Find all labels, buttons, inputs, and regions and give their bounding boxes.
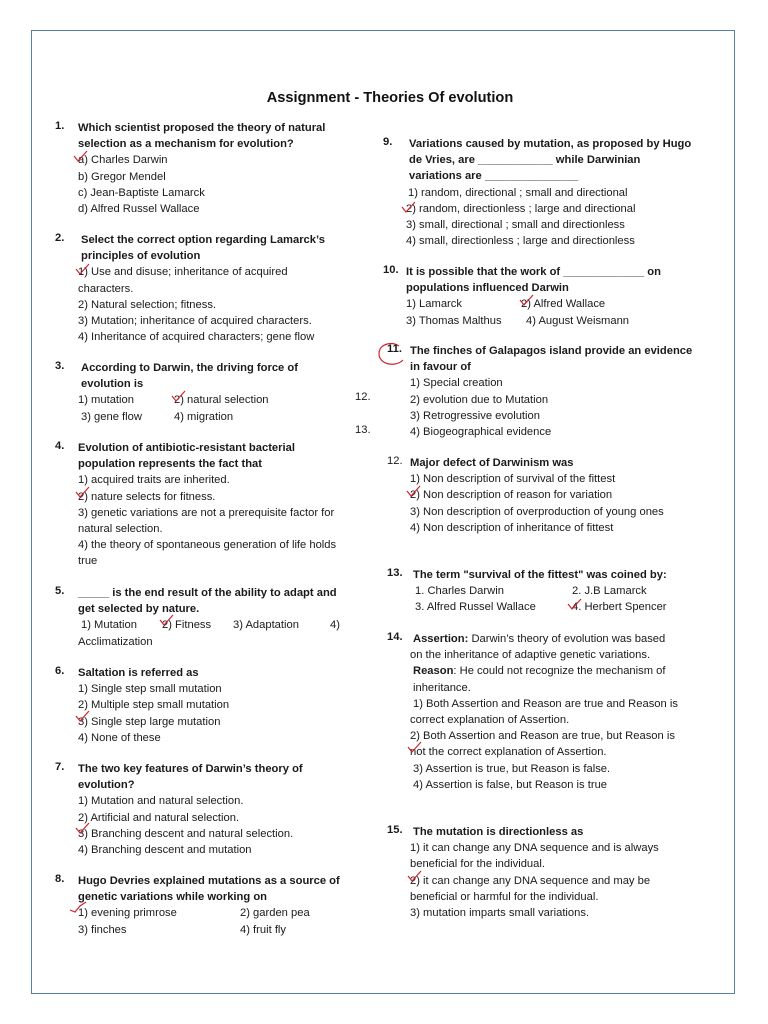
q11-option-1[interactable]: 1) Special creation	[410, 377, 503, 390]
q7-stem: The two key features of Darwin’s theory of evolution?	[78, 763, 303, 792]
q1-option-a[interactable]: a) Charles Darwin	[78, 154, 168, 167]
q11-option-2[interactable]: 2) evolution due to Mutation	[410, 393, 549, 406]
q6-stem: Saltation is referred as	[78, 667, 199, 679]
q5-number: 5.	[55, 585, 65, 597]
q8-number: 8.	[55, 873, 65, 885]
q5-stem: _____ is the end result of the ability to adapt and get selected by nature.	[78, 587, 337, 616]
q4-number: 4.	[55, 440, 65, 452]
q5-option-2[interactable]: 2) Fitness	[162, 619, 212, 632]
q1-option-b[interactable]: b) Gregor Mendel	[78, 170, 166, 183]
q5-option-1[interactable]: 1) Mutation	[81, 619, 137, 632]
q15-option-3[interactable]: 3) mutation imparts small variations.	[410, 907, 590, 920]
q11-stem: The finches of Galapagos island provide an evidence in favour of	[410, 345, 693, 374]
q9-option-2[interactable]: 2) random, directionless ; large and directional	[406, 202, 636, 215]
q13-option-3[interactable]: 3. Alfred Russel Wallace	[415, 601, 536, 614]
q10-option-2[interactable]: 2) Alfred Wallace	[521, 298, 606, 311]
q8-option-2[interactable]: 2) garden pea	[240, 907, 310, 920]
question-4	[78, 440, 340, 570]
q15-stem: The mutation is directionless as	[413, 826, 584, 838]
q14-reason	[410, 663, 680, 695]
q6-option-1[interactable]: 1) Single step small mutation	[78, 683, 222, 696]
q5-option-4-text[interactable]: Acclimatization	[78, 635, 153, 648]
question-15	[410, 824, 680, 921]
question-3	[78, 360, 340, 425]
q5-option-4-number[interactable]: 4)	[330, 619, 340, 632]
question-7	[78, 761, 340, 858]
question-2	[78, 232, 340, 345]
q14-assertion	[410, 631, 680, 663]
q7-option-3[interactable]: 3) Branching descent and natural selection.	[78, 827, 294, 840]
q9-stem: Variations caused by mutation, as proposed by Hugo de Vries, are ____________ while Darwinian variations are _______________	[409, 138, 692, 183]
q2-option-1[interactable]: 1) Use and disuse; inheritance of acquired characters.	[78, 266, 288, 295]
q12-option-3[interactable]: 3) Non description of overproduction of young ones	[410, 505, 664, 518]
q3-number: 3.	[55, 360, 65, 372]
q7-option-2[interactable]: 2) Artificial and natural selection.	[78, 811, 240, 824]
question-13	[410, 567, 700, 616]
q3-stem: According to Darwin, the driving force of evolution is	[81, 362, 298, 391]
q6-option-2[interactable]: 2) Multiple step small mutation	[78, 699, 230, 712]
q14-option-2[interactable]: 2) Both Assertion and Reason are true, but Reason is not the correct explanation of Assertion.	[410, 730, 675, 759]
q3-option-2[interactable]: 2) natural selection	[174, 394, 269, 407]
q15-number: 15.	[387, 824, 403, 836]
q12-number: 12.	[387, 455, 403, 467]
q8-option-4[interactable]: 4) fruit fly	[240, 923, 287, 936]
q14-assertion-label: Assertion:	[413, 633, 469, 645]
stray-number-12: 12.	[355, 391, 371, 403]
q11-option-4[interactable]: 4) Biogeographical evidence	[410, 426, 552, 439]
q15-option-1[interactable]: 1) it can change any DNA sequence and is always beneficial for the individual.	[410, 842, 659, 871]
q11-option-3[interactable]: 3) Retrogressive evolution	[410, 409, 540, 422]
q8-option-3[interactable]: 3) finches	[78, 923, 127, 936]
q9-option-4[interactable]: 4) small, directionless ; large and directionless	[406, 235, 635, 248]
q10-option-3[interactable]: 3) Thomas Malthus	[406, 314, 502, 327]
page-title: Assignment - Theories Of evolution	[266, 90, 514, 106]
q13-stem: The term "survival of the fittest" was coined by:	[413, 569, 667, 581]
question-11	[410, 343, 696, 440]
q7-option-4[interactable]: 4) Branching descent and mutation	[78, 844, 252, 857]
q6-number: 6.	[55, 665, 65, 677]
q10-number: 10.	[383, 264, 399, 276]
question-10	[406, 264, 696, 329]
q2-number: 2.	[55, 232, 65, 244]
q2-option-3[interactable]: 3) Mutation; inheritance of acquired characters.	[78, 315, 312, 328]
q8-stem: Hugo Devries explained mutations as a source of genetic variations while working on	[78, 875, 340, 904]
q13-option-2[interactable]: 2. J.B Lamarck	[572, 585, 647, 598]
question-14	[410, 631, 680, 793]
question-5	[78, 585, 346, 650]
q3-option-3[interactable]: 3) gene flow	[81, 410, 142, 423]
question-12	[410, 455, 696, 536]
q7-number: 7.	[55, 761, 65, 773]
q12-stem: Major defect of Darwinism was	[410, 457, 574, 469]
question-8	[78, 873, 346, 938]
q1-stem: Which scientist proposed the theory of natural selection as a mechanism for evolution?	[78, 122, 326, 151]
q4-stem: Evolution of antibiotic-resistant bacterial population represents the fact that	[78, 442, 295, 471]
question-1	[78, 120, 340, 217]
q3-option-1[interactable]: 1) mutation	[78, 394, 134, 407]
q14-number: 14.	[387, 631, 403, 643]
q6-option-4[interactable]: 4) None of these	[78, 731, 161, 744]
q1-option-c[interactable]: c) Jean-Baptiste Lamarck	[78, 186, 205, 199]
q2-option-4[interactable]: 4) Inheritance of acquired characters; gene flow	[78, 331, 315, 344]
q13-number: 13.	[387, 567, 403, 579]
q8-option-1[interactable]: 1) evening primrose	[78, 907, 177, 920]
q14-assertion-text: Darwin’s theory of evolution was based on the inheritance of adaptive genetic variations.	[410, 633, 666, 662]
q10-stem: It is possible that the work of _____________ on populations influenced Darwin	[406, 266, 661, 295]
q10-option-4[interactable]: 4) August Weismann	[526, 314, 630, 327]
q11-number: 11.	[387, 343, 402, 355]
question-6	[78, 665, 340, 746]
q1-number: 1.	[55, 120, 65, 132]
q14-reason-label: Reason	[413, 665, 454, 678]
q9-number: 9.	[383, 136, 393, 148]
q12-option-2[interactable]: 2) Non description of reason for variation	[410, 489, 613, 502]
q14-option-3[interactable]: 3) Assertion is true, but Reason is false.	[413, 762, 611, 775]
q3-option-4[interactable]: 4) migration	[174, 410, 234, 423]
q13-option-1[interactable]: 1. Charles Darwin	[415, 585, 504, 598]
q10-option-1[interactable]: 1) Lamarck	[406, 298, 462, 311]
q15-option-2[interactable]: 2) it can change any DNA sequence and may be beneficial or harmful for the individual.	[410, 874, 651, 903]
q7-option-1[interactable]: 1) Mutation and natural selection.	[78, 795, 244, 808]
q14-option-1[interactable]: 1) Both Assertion and Reason are true and Reason is correct explanation of Assertion.	[410, 697, 678, 727]
q4-option-3[interactable]: 3) genetic variations are not a prerequisite factor for natural selection.	[78, 506, 335, 536]
q9-option-1[interactable]: 1) random, directional ; small and directional	[408, 186, 628, 199]
stray-number-13: 13.	[355, 424, 371, 436]
q14-option-4[interactable]: 4) Assertion is false, but Reason is true	[413, 778, 608, 791]
q4-option-1[interactable]: 1) acquired traits are inherited.	[78, 474, 230, 487]
q6-option-3[interactable]: 3) Single step large mutation	[78, 715, 221, 728]
q5-option-3[interactable]: 3) Adaptation	[233, 619, 299, 632]
q2-stem: Select the correct option regarding Lamarck’s principles of evolution	[81, 234, 325, 263]
q2-option-2[interactable]: 2) Natural selection; fitness.	[78, 298, 217, 311]
q1-option-d[interactable]: d) Alfred Russel Wallace	[78, 203, 200, 216]
q12-option-1[interactable]: 1) Non description of survival of the fittest	[410, 473, 616, 486]
q14-reason-text: : He could not recognize the mechanism of inheritance.	[413, 665, 666, 694]
q4-option-2[interactable]: 2) nature selects for fitness.	[78, 490, 216, 503]
q13-option-4[interactable]: 4. Herbert Spencer	[572, 601, 667, 614]
q9-option-3[interactable]: 3) small, directional ; small and directionless	[406, 219, 625, 232]
question-9	[406, 136, 696, 249]
q4-option-4[interactable]: 4) the theory of spontaneous generation of life holds true	[78, 539, 337, 568]
q12-option-4[interactable]: 4) Non description of inheritance of fittest	[410, 521, 614, 534]
